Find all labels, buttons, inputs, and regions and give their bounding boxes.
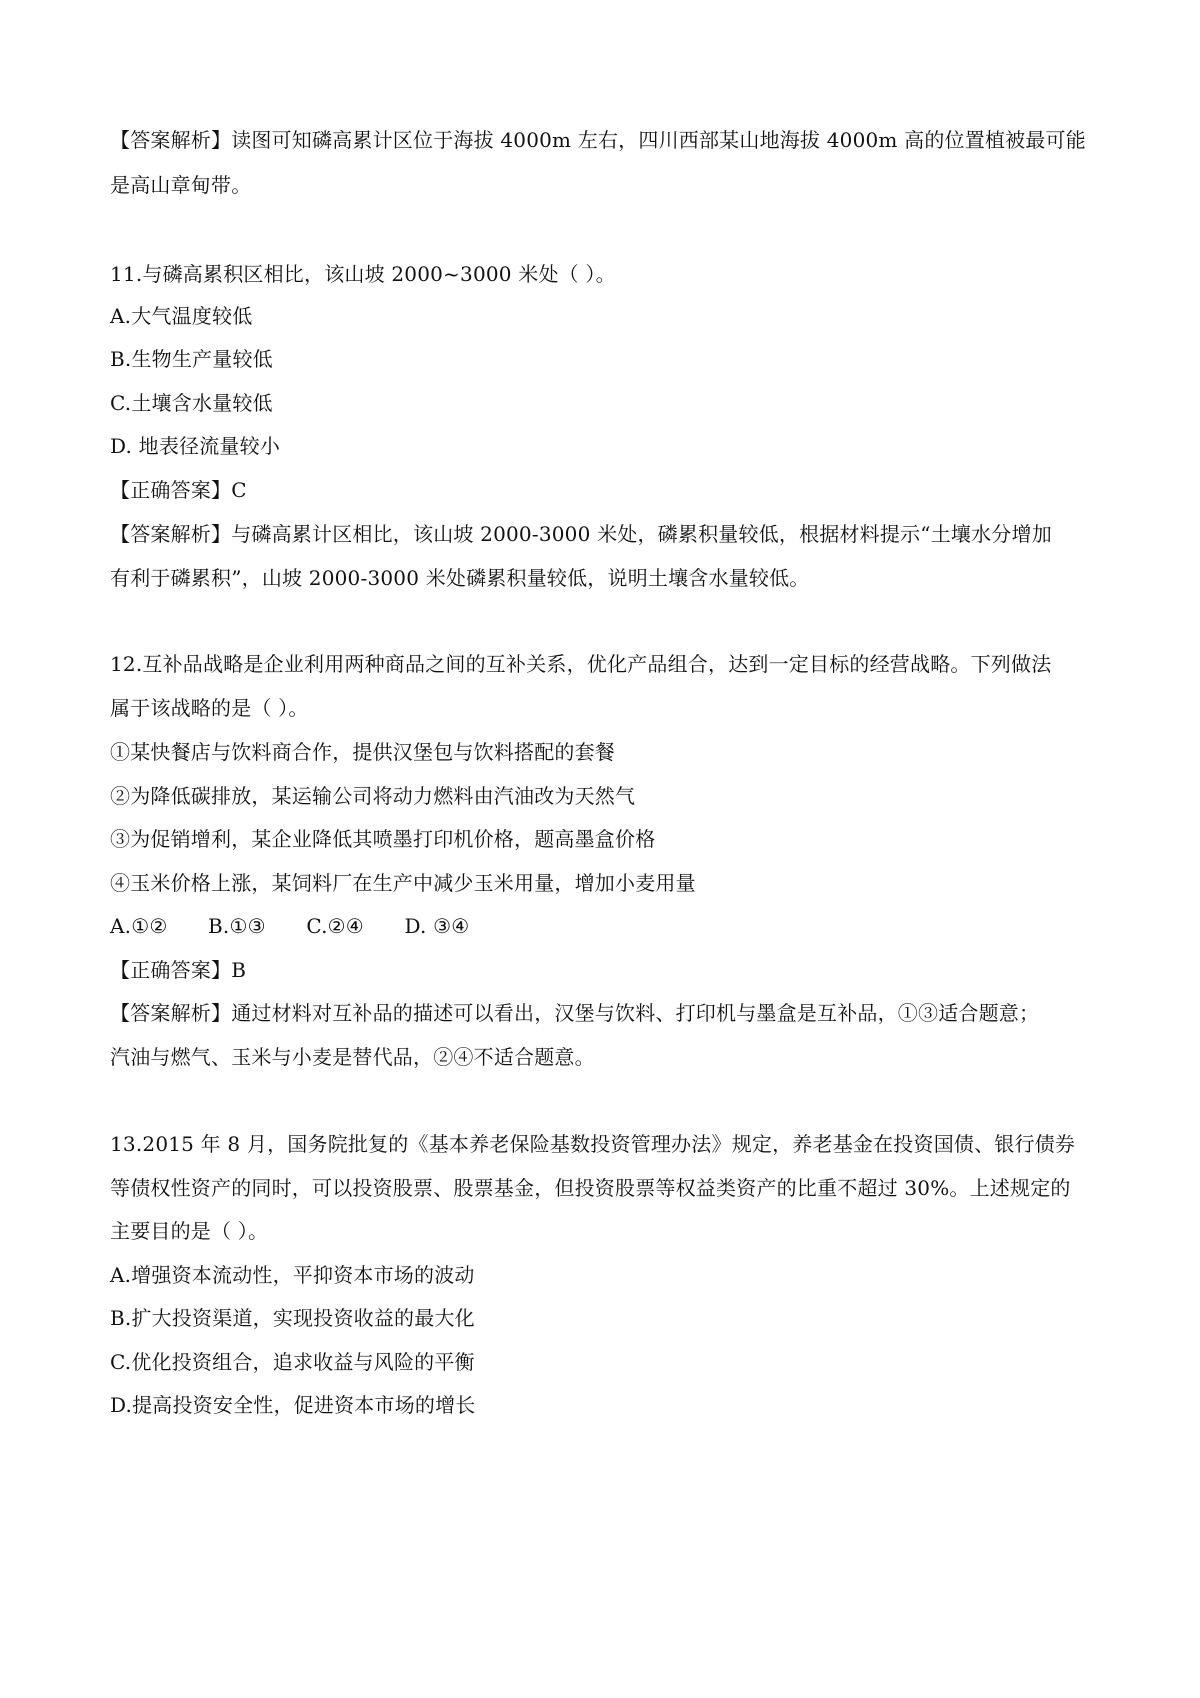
q11-option-c: C.土壤含水量较低 <box>110 391 273 415</box>
q11-option-b: B.生物生产量较低 <box>110 347 273 371</box>
q12-option-b: B.①③ <box>208 914 266 938</box>
q11-analysis-line2: 有利于磷累积”，山坡 2000-3000 米处磷累积量较低，说明土壤含水量较低。 <box>110 566 810 590</box>
q11-stem: 11.与磷高累积区相比，该山坡 2000~3000 米处（ ）。 <box>110 262 616 286</box>
q12-option-d: D. ③④ <box>404 914 470 938</box>
q13-stem-line3: 主要目的是（ ）。 <box>110 1219 269 1243</box>
q12-statement-2: ②为降低碳排放，某运输公司将动力燃料由汽油改为天然气 <box>110 784 636 808</box>
q12-stem-line1: 12.互补品战略是企业利用两种商品之间的互补关系，优化产品组合，达到一定目标的经营战略。下列做法 <box>110 652 1052 676</box>
q12-correct-answer: 【正确答案】B <box>110 958 247 982</box>
q12-analysis-line2: 汽油与燃气、玉米与小麦是替代品，②④不适合题意。 <box>110 1045 595 1069</box>
q12-option-c: C.②④ <box>306 914 364 938</box>
q11-correct-answer: 【正确答案】C <box>110 478 247 502</box>
q12-statement-1: ①某快餐店与饮料商合作，提供汉堡包与饮料搭配的套餐 <box>110 740 615 764</box>
q11-option-a: A.大气温度较低 <box>110 304 253 328</box>
q12-statement-4: ④玉米价格上涨，某饲料厂在生产中减少玉米用量，增加小麦用量 <box>110 871 696 895</box>
q11-option-d: D. 地表径流量较小 <box>110 434 281 458</box>
q13-option-c: C.优化投资组合，追求收益与风险的平衡 <box>110 1350 475 1374</box>
q13-stem-line2: 等债权性资产的同时，可以投资股票、股票基金，但投资股票等权益类资产的比重不超过 30%。上述规定的 <box>110 1176 1071 1200</box>
q12-option-a: A.①② <box>110 914 168 938</box>
q12-options-row <box>110 914 1100 938</box>
q10-analysis-line1: 【答案解析】读图可知磷高累计区位于海拔 4000m 左右，四川西部某山地海拔 4000m 高的位置植被最可能 <box>110 128 1086 152</box>
q12-statement-3: ③为促销增利，某企业降低其喷墨打印机价格，题高墨盒价格 <box>110 827 656 851</box>
q13-option-b: B.扩大投资渠道，实现投资收益的最大化 <box>110 1306 475 1330</box>
q13-option-a: A.增强资本流动性，平抑资本市场的波动 <box>110 1263 475 1287</box>
q10-analysis-line2: 是高山章甸带。 <box>110 173 252 197</box>
q12-analysis-line1: 【答案解析】通过材料对互补品的描述可以看出，汉堡与饮料、打印机与墨盒是互补品，①③适合题意； <box>110 1001 1040 1025</box>
q13-option-d: D.提高投资安全性，促进资本市场的增长 <box>110 1393 476 1417</box>
q13-stem-line1: 13.2015 年 8 月，国务院批复的《基本养老保险基数投资管理办法》规定，养老基金在投资国债、银行债券 <box>110 1132 1076 1156</box>
q11-analysis-line1: 【答案解析】与磷高累计区相比，该山坡 2000-3000 米处，磷累积量较低，根据材料提示“土壤水分增加 <box>110 522 1052 546</box>
q12-stem-line2: 属于该战略的是（ ）。 <box>110 696 309 720</box>
